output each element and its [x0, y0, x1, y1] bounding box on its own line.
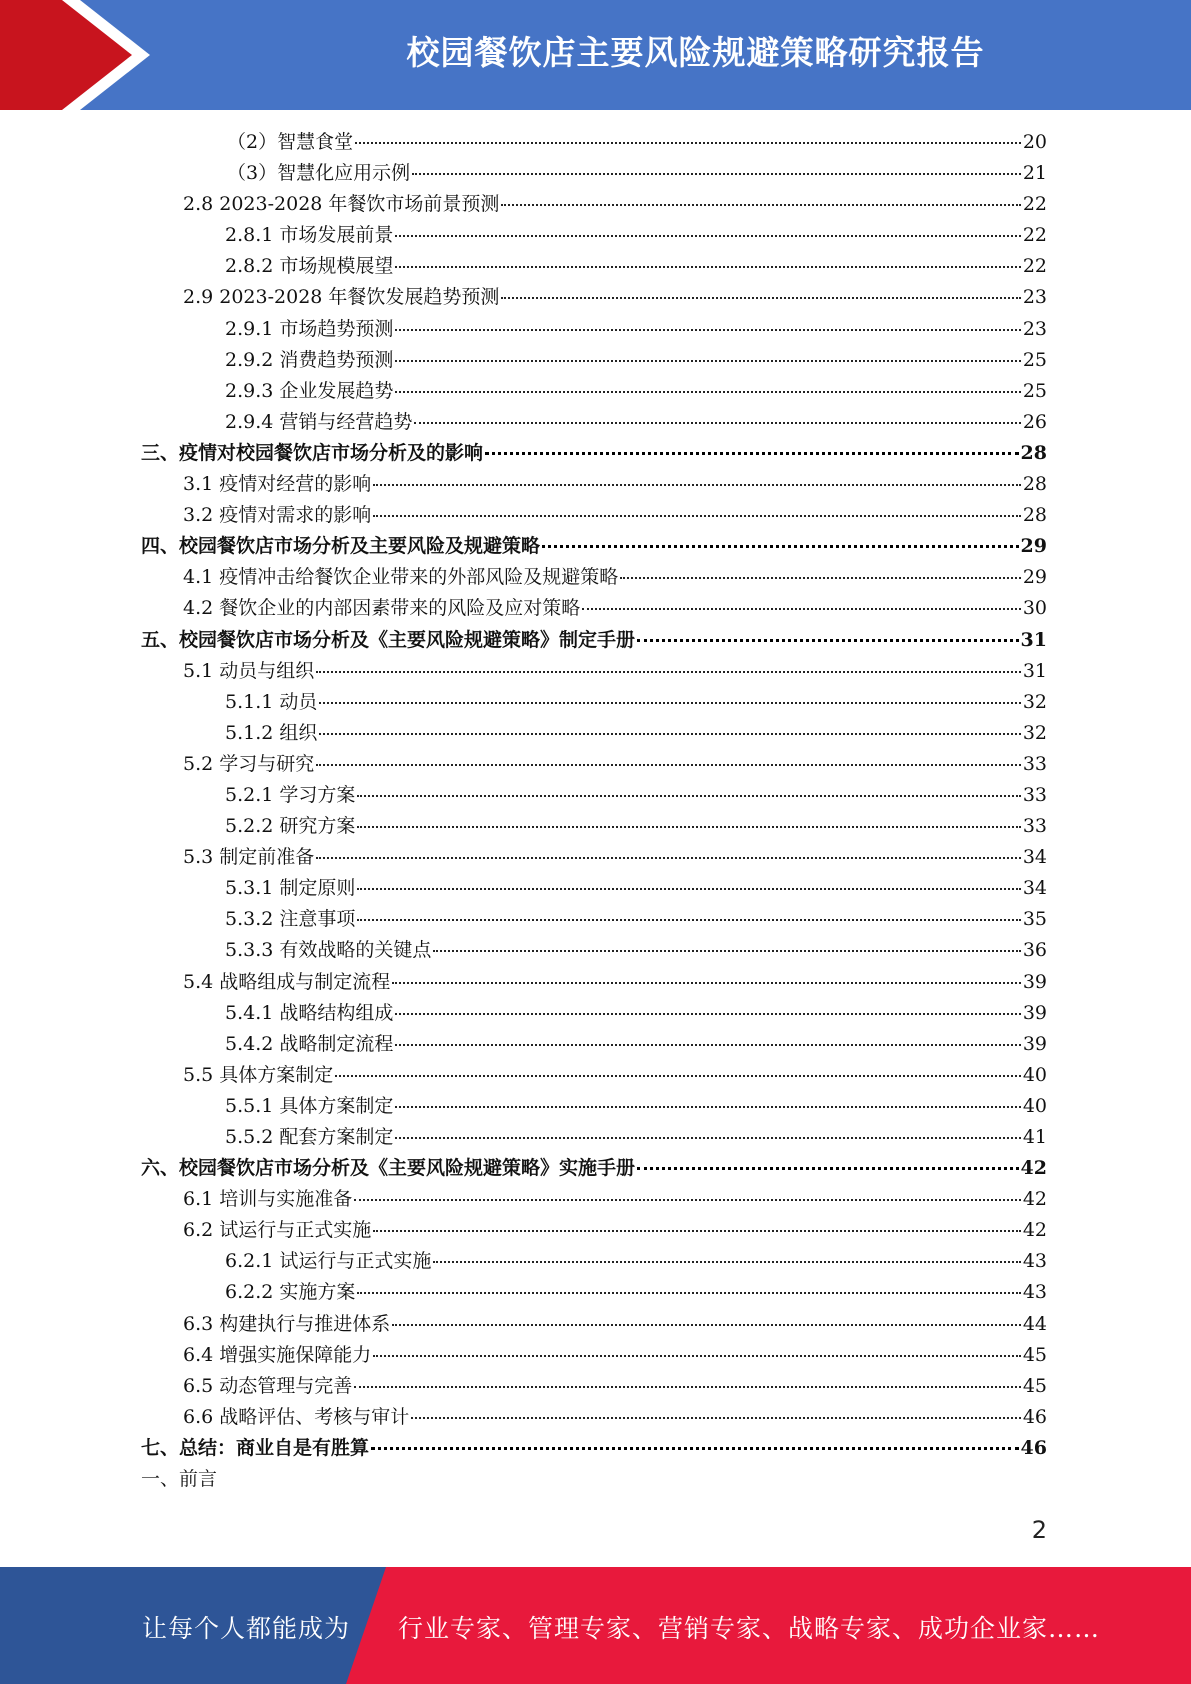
toc-dot-leader	[373, 513, 1021, 517]
footer-slogan-right: 行业专家、管理专家、营销专家、战略专家、成功企业家……	[398, 1614, 1101, 1643]
toc-entry[interactable]	[225, 873, 1047, 904]
toc-dot-leader	[411, 1415, 1021, 1419]
toc-entry[interactable]	[225, 220, 1047, 251]
toc-dot-leader	[357, 917, 1020, 921]
toc-entry-label: 六、校园餐饮店市场分析及《主要风险规避策略》实施手册	[141, 1157, 636, 1180]
section-heading	[141, 1464, 1047, 1495]
toc-entry[interactable]	[183, 1215, 1047, 1246]
toc-entry-page: 29	[1020, 535, 1047, 558]
toc-dot-leader	[395, 327, 1020, 331]
toc-entry[interactable]	[225, 1029, 1047, 1060]
toc-entry-label: 5.4 战略组成与制定流程	[183, 970, 391, 993]
toc-entry[interactable]	[183, 562, 1047, 593]
toc-entry-page: 46	[1022, 1405, 1047, 1428]
toc-entry[interactable]	[183, 1340, 1047, 1371]
toc-entry[interactable]	[183, 500, 1047, 531]
toc-entry-page: 45	[1022, 1374, 1047, 1397]
toc-entry-page: 43	[1022, 1281, 1047, 1304]
toc-entry[interactable]	[141, 531, 1047, 562]
toc-entry-page: 31	[1020, 628, 1047, 651]
toc-entry-label: 四、校园餐饮店市场分析及主要风险及规避策略	[141, 535, 541, 558]
toc-entry[interactable]	[225, 780, 1047, 811]
toc-dot-leader	[395, 389, 1020, 393]
toc-entry-label: 4.2 餐饮企业的内部因素带来的风险及应对策略	[183, 597, 581, 620]
toc-entry[interactable]	[225, 998, 1047, 1029]
toc-dot-leader	[392, 980, 1021, 984]
toc-dot-leader	[371, 1445, 1019, 1450]
toc-entry[interactable]	[225, 345, 1047, 376]
toc-entry-label: 2.9.3 企业发展趋势	[225, 379, 394, 402]
toc-entry[interactable]	[183, 1060, 1047, 1091]
toc-entry-page: 33	[1022, 783, 1047, 806]
toc-entry-label: 5.1.1 动员	[225, 690, 318, 713]
toc-entry-page: 22	[1022, 255, 1047, 278]
page-header	[0, 0, 1191, 110]
toc-entry-label: 6.4 增强实施保障能力	[183, 1343, 372, 1366]
toc-dot-leader	[433, 948, 1020, 952]
toc-entry-page: 35	[1022, 908, 1047, 931]
toc-entry-page: 32	[1022, 690, 1047, 713]
toc-entry[interactable]	[183, 967, 1047, 998]
toc-entry-label: （3）智慧化应用示例	[227, 162, 411, 185]
toc-entry-page: 20	[1022, 131, 1047, 153]
toc-entry-label: 6.5 动态管理与完善	[183, 1374, 353, 1397]
toc-entry-page: 22	[1022, 193, 1047, 216]
toc-dot-leader	[319, 700, 1020, 704]
toc-entry[interactable]	[225, 1246, 1047, 1277]
toc-entry-label: 6.1 培训与实施准备	[183, 1188, 353, 1211]
toc-entry[interactable]	[183, 1184, 1047, 1215]
toc-entry-page: 42	[1022, 1188, 1047, 1211]
toc-dot-leader	[373, 482, 1021, 486]
toc-dot-leader	[373, 1353, 1021, 1357]
toc-entry-page: 33	[1022, 815, 1047, 838]
toc-entry-label: 5.5.1 具体方案制定	[225, 1094, 394, 1117]
toc-entry-label: 5.3.1 制定原则	[225, 877, 356, 900]
toc-entry-page: 39	[1022, 1001, 1047, 1024]
toc-entry-page: 29	[1022, 566, 1047, 589]
toc-dot-leader	[392, 1322, 1021, 1326]
toc-entry-label: 七、总结：商业自是有胜算	[141, 1436, 370, 1459]
toc-entry-label: 6.6 战略评估、考核与审计	[183, 1405, 410, 1428]
toc-entry[interactable]	[225, 407, 1047, 438]
toc-entry[interactable]	[183, 1309, 1047, 1340]
toc-entry-page: 45	[1022, 1343, 1047, 1366]
toc-dot-leader	[354, 1384, 1021, 1388]
toc-entry-page: 42	[1020, 1157, 1047, 1180]
toc-dot-leader	[395, 264, 1020, 268]
toc-entry-page: 28	[1020, 441, 1047, 464]
toc-entry-label: 3.1 疫情对经营的影响	[183, 473, 372, 496]
toc-entry[interactable]	[183, 842, 1047, 873]
toc-dot-leader	[395, 233, 1020, 237]
toc-dot-leader	[335, 1073, 1021, 1077]
toc-entry-page: 23	[1022, 286, 1047, 309]
toc-dot-leader	[395, 1011, 1020, 1015]
toc-entry-label: 5.4.2 战略制定流程	[225, 1032, 394, 1055]
toc-entry-page: 41	[1022, 1126, 1047, 1148]
toc-entry[interactable]	[225, 904, 1047, 935]
toc-entry-page: 33	[1022, 752, 1047, 775]
toc-entry-label: 5.5.2 配套方案制定	[225, 1126, 394, 1148]
toc-entry-label: 2.9.4 营销与经营趋势	[225, 410, 413, 433]
toc-entry[interactable]	[183, 189, 1047, 220]
table-of-contents	[0, 127, 1191, 1495]
toc-entry-page: 40	[1022, 1063, 1047, 1086]
footer-slogan-left: 让每个人都能成为	[142, 1614, 351, 1643]
toc-entry-page: 32	[1022, 721, 1047, 744]
toc-entry[interactable]	[141, 625, 1047, 656]
toc-entry[interactable]	[225, 1277, 1047, 1308]
toc-entry-page: 31	[1022, 659, 1047, 682]
toc-dot-leader	[355, 140, 1021, 144]
toc-entry-page: 21	[1022, 162, 1047, 185]
toc-entry[interactable]	[183, 656, 1047, 687]
toc-dot-leader	[395, 358, 1020, 362]
toc-entry-label: 三、疫情对校园餐饮店市场分析及的影响	[141, 441, 484, 464]
toc-entry-page: 25	[1022, 348, 1047, 371]
toc-dot-leader	[354, 1197, 1021, 1201]
toc-entry-page: 43	[1022, 1250, 1047, 1273]
toc-entry-page: 23	[1022, 317, 1047, 340]
toc-dot-leader	[433, 1259, 1020, 1263]
toc-dot-leader	[357, 824, 1020, 828]
toc-entry-label: 6.2.1 试运行与正式实施	[225, 1250, 432, 1273]
toc-entry-page: 46	[1020, 1436, 1047, 1459]
toc-entry[interactable]	[225, 1091, 1047, 1122]
toc-entry-label: 2.8 2023-2028 年餐饮市场前景预测	[183, 193, 500, 216]
toc-dot-leader	[485, 450, 1019, 455]
toc-dot-leader	[316, 762, 1021, 766]
toc-dot-leader	[501, 202, 1020, 206]
toc-entry[interactable]	[227, 127, 1047, 158]
toc-entry-label: 6.2 试运行与正式实施	[183, 1219, 372, 1242]
toc-entry[interactable]	[225, 314, 1047, 345]
toc-entry-label: 5.1.2 组织	[225, 721, 318, 744]
toc-entry-label: 2.9.1 市场趋势预测	[225, 317, 394, 340]
toc-entry[interactable]	[183, 1402, 1047, 1433]
toc-entry-page: 28	[1022, 504, 1047, 527]
toc-entry-page: 25	[1022, 379, 1047, 402]
toc-dot-leader	[316, 855, 1021, 859]
toc-entry-label: 5.1 动员与组织	[183, 659, 315, 682]
toc-entry-page: 30	[1022, 597, 1047, 620]
toc-entry-page: 36	[1022, 939, 1047, 962]
toc-dot-leader	[395, 1104, 1020, 1108]
toc-entry[interactable]	[141, 1433, 1047, 1464]
toc-entry-label: 6.2.2 实施方案	[225, 1281, 356, 1304]
toc-dot-leader	[395, 1135, 1020, 1139]
toc-entry-label: 4.1 疫情冲击给餐饮企业带来的外部风险及规避策略	[183, 566, 619, 589]
toc-entry-page: 26	[1022, 410, 1047, 433]
toc-entry-label: 2.8.1 市场发展前景	[225, 224, 394, 247]
toc-entry-label: 5.5 具体方案制定	[183, 1063, 334, 1086]
toc-dot-leader	[637, 637, 1019, 642]
page-number: 2	[1031, 1516, 1047, 1544]
toc-entry-label: 五、校园餐饮店市场分析及《主要风险规避策略》制定手册	[141, 628, 636, 651]
toc-entry-label: 5.3.2 注意事项	[225, 908, 356, 931]
toc-dot-leader	[501, 295, 1020, 299]
toc-entry-page: 42	[1022, 1219, 1047, 1242]
report-title: 校园餐饮店主要风险规避策略研究报告	[406, 33, 985, 72]
toc-entry-page: 28	[1022, 473, 1047, 496]
toc-dot-leader	[357, 1290, 1020, 1294]
toc-entry-label: 2.8.2 市场规模展望	[225, 255, 394, 278]
toc-dot-leader	[412, 171, 1021, 175]
toc-entry[interactable]	[183, 593, 1047, 624]
toc-entry-page: 22	[1022, 224, 1047, 247]
toc-entry-page: 34	[1022, 877, 1047, 900]
toc-entry[interactable]	[225, 811, 1047, 842]
toc-entry[interactable]	[225, 376, 1047, 407]
toc-entry-label: 5.3.3 有效战略的关键点	[225, 939, 432, 962]
toc-dot-leader	[319, 731, 1020, 735]
toc-entry[interactable]	[225, 935, 1047, 966]
toc-entry-label: 2.9.2 消费趋势预测	[225, 348, 394, 371]
toc-entry-label: 5.4.1 战略结构组成	[225, 1001, 394, 1024]
toc-entry-label: 5.3 制定前准备	[183, 846, 315, 869]
toc-entry[interactable]	[141, 438, 1047, 469]
toc-entry-page: 34	[1022, 846, 1047, 869]
toc-entry-page: 44	[1022, 1312, 1047, 1335]
toc-dot-leader	[395, 1042, 1020, 1046]
toc-entry[interactable]	[225, 718, 1047, 749]
toc-entry[interactable]	[225, 1122, 1047, 1153]
toc-entry[interactable]	[183, 749, 1047, 780]
toc-entry-label: 5.2.2 研究方案	[225, 815, 356, 838]
toc-entry-label: 6.3 构建执行与推进体系	[183, 1312, 391, 1335]
toc-entry-page: 39	[1022, 1032, 1047, 1055]
toc-entry-page: 40	[1022, 1094, 1047, 1117]
toc-entry-label: 3.2 疫情对需求的影响	[183, 504, 372, 527]
toc-dot-leader	[620, 575, 1021, 579]
toc-entry[interactable]	[227, 158, 1047, 189]
toc-entry-label: 5.2.1 学习方案	[225, 783, 356, 806]
toc-dot-leader	[414, 420, 1020, 424]
toc-dot-leader	[542, 543, 1019, 548]
toc-entry-label: 5.2 学习与研究	[183, 752, 315, 775]
toc-entry[interactable]	[183, 1371, 1047, 1402]
page-footer	[0, 1567, 1191, 1684]
toc-entry[interactable]	[225, 251, 1047, 282]
toc-entry-page: 39	[1022, 970, 1047, 993]
toc-entry[interactable]	[141, 1153, 1047, 1184]
toc-entry[interactable]	[183, 469, 1047, 500]
toc-dot-leader	[637, 1165, 1019, 1170]
toc-dot-leader	[357, 793, 1020, 797]
toc-dot-leader	[373, 1228, 1021, 1232]
toc-entry-label: （2）智慧食堂	[227, 131, 354, 153]
section-heading-label: 一、前言	[141, 1468, 218, 1491]
toc-entry[interactable]	[225, 687, 1047, 718]
toc-entry[interactable]	[183, 282, 1047, 313]
toc-entry-label: 2.9 2023-2028 年餐饮发展趋势预测	[183, 286, 500, 309]
toc-dot-leader	[582, 606, 1021, 610]
toc-dot-leader	[316, 669, 1021, 673]
toc-dot-leader	[357, 886, 1020, 890]
